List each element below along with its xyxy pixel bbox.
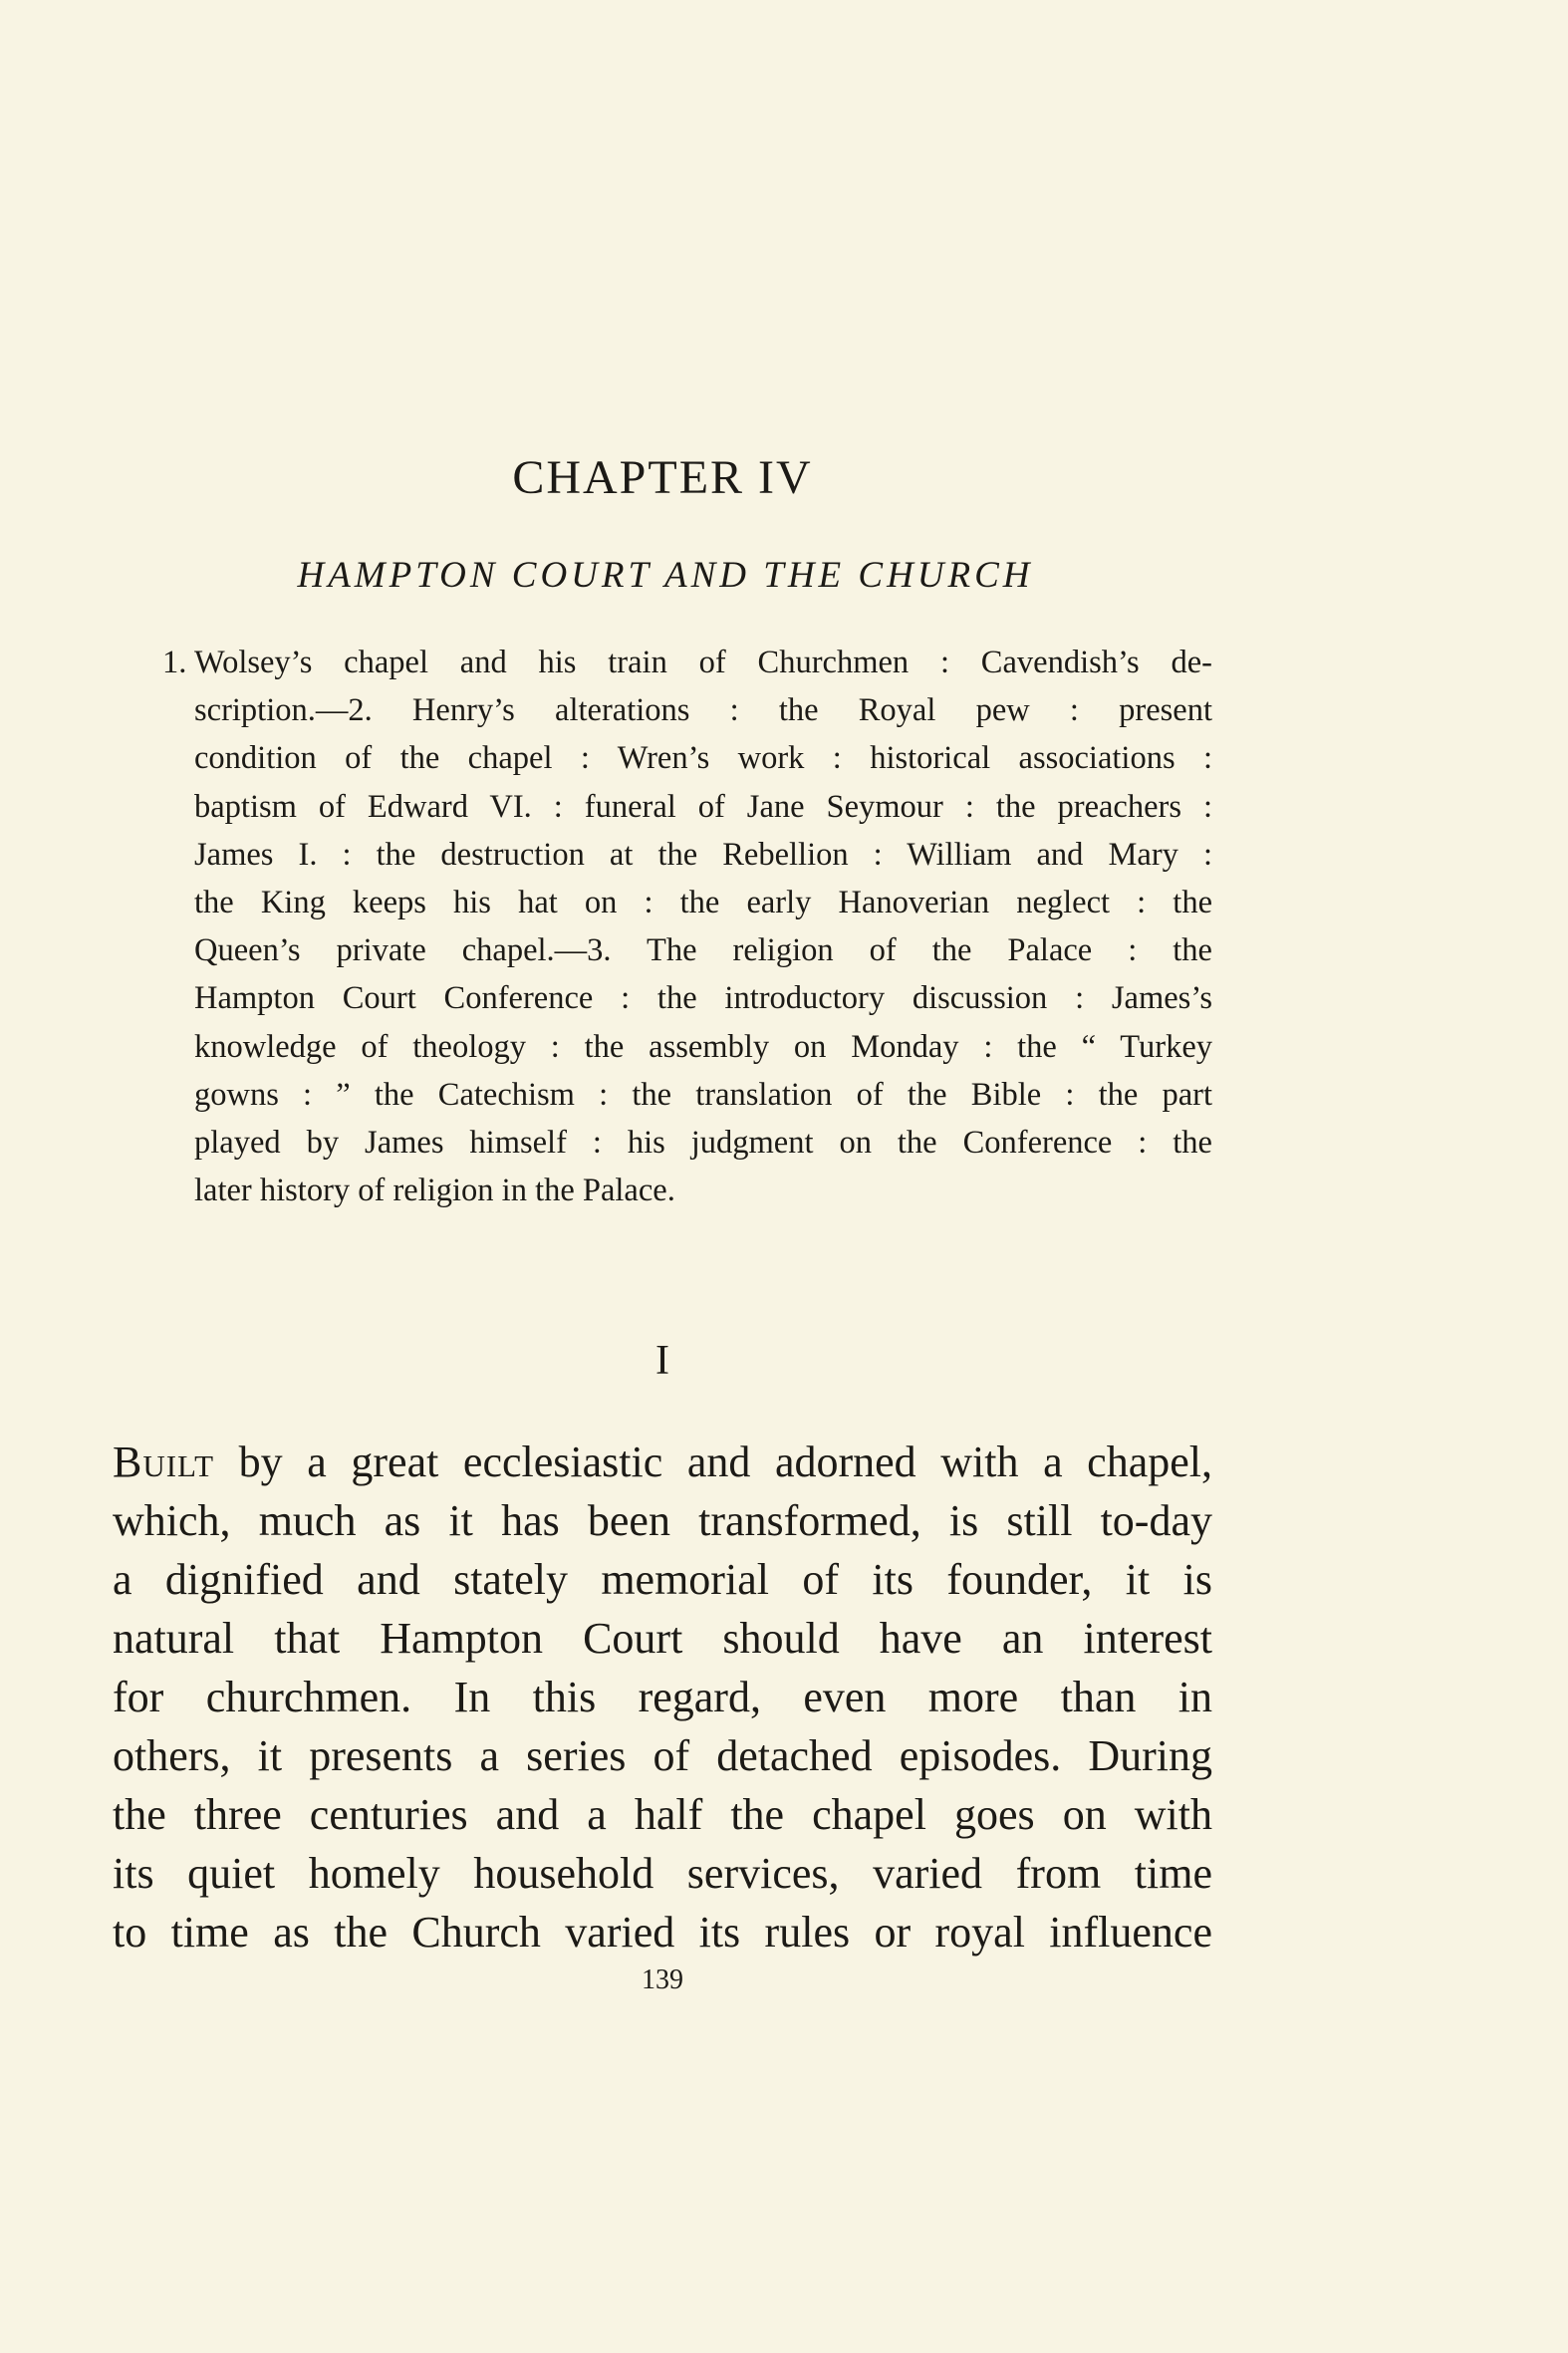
synopsis-line: scription.—2. Henry’s alterations : the Royal pew : present xyxy=(194,692,1212,729)
body-line: its quiet homely household services, varied from time xyxy=(113,1849,1212,1898)
body-line: to time as the Church varied its rules or royal influence xyxy=(113,1908,1212,1957)
initial-word: Built xyxy=(113,1438,215,1486)
section-number: I xyxy=(655,1338,669,1384)
synopsis-line: condition of the chapel : Wren’s work : historical associations : xyxy=(194,740,1212,777)
synopsis-line: Wolsey’s chapel and his train of Churchmen : Cavendish’s de- xyxy=(194,645,1212,680)
page-number: 139 xyxy=(642,1964,683,1995)
synopsis-line: Hampton Court Conference : the introductory discussion : James’s xyxy=(194,980,1212,1017)
synopsis-line: later history of religion in the Palace. xyxy=(194,1173,675,1209)
first-line-text: by a great ecclesiastic and adorned with a chapel, xyxy=(214,1438,1212,1486)
synopsis-line: played by James himself : his judgment on the Conference : the xyxy=(194,1125,1212,1162)
synopsis-line: the King keeps his hat on : the early Hanoverian neglect : the xyxy=(194,885,1212,921)
synopsis-line: knowledge of theology : the assembly on Monday : the “ Turkey xyxy=(194,1028,1212,1065)
synopsis-line: gowns : ” the Catechism : the translation of the Bible : the part xyxy=(194,1076,1212,1113)
body-line: for churchmen. In this regard, even more than in xyxy=(113,1673,1212,1721)
synopsis-line: Queen’s private chapel.—3. The religion of the Palace : the xyxy=(194,932,1212,969)
chapter-title: HAMPTON COURT AND THE CHURCH xyxy=(297,555,1034,596)
body-line: natural that Hampton Court should have an interest xyxy=(113,1614,1212,1663)
synopsis-section-number: 1. xyxy=(162,645,187,680)
chapter-synopsis xyxy=(162,639,1212,1214)
body-line: others, it presents a series of detached episodes. During xyxy=(113,1731,1212,1780)
body-line: the three centuries and a half the chapel goes on with xyxy=(113,1790,1212,1839)
chapter-heading: CHAPTER IV xyxy=(512,451,813,504)
body-line: which, much as it has been transformed, is still to-day xyxy=(113,1496,1212,1545)
body-line: a dignified and stately memorial of its founder, it is xyxy=(113,1555,1212,1604)
body-paragraph xyxy=(113,1433,1212,1961)
body-line xyxy=(113,1433,1212,1491)
synopsis-line: baptism of Edward VI. : funeral of Jane Seymour : the preachers : xyxy=(194,788,1212,825)
synopsis-line: James I. : the destruction at the Rebellion : William and Mary : xyxy=(194,836,1212,873)
